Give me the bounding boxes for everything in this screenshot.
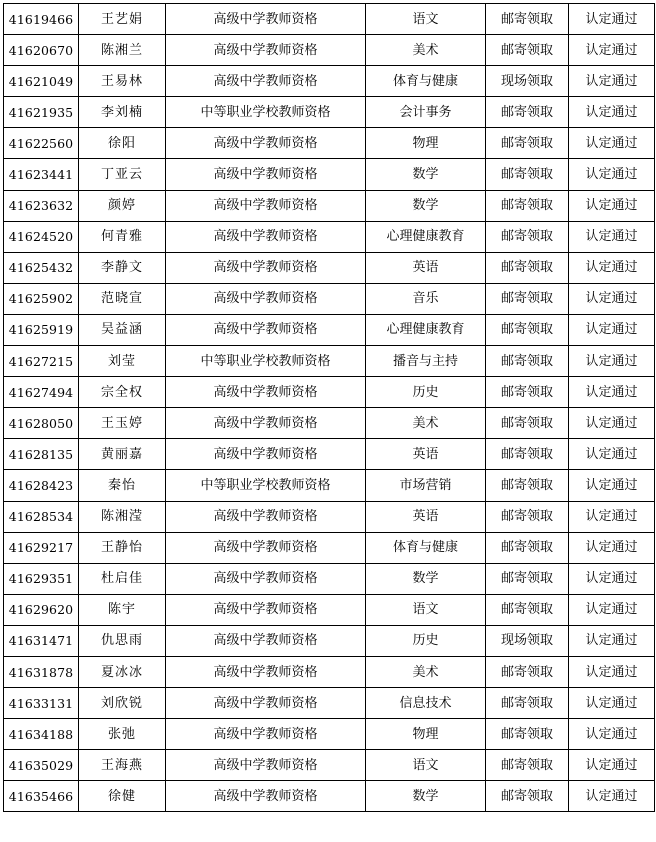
table-row	[4, 283, 655, 314]
pickup-method-cell: 邮寄领取	[486, 283, 569, 314]
serial-number-cell: 41633131	[4, 688, 79, 719]
pickup-method-cell: 邮寄领取	[486, 190, 569, 221]
table-row	[4, 625, 655, 656]
name-cell: 何青雅	[79, 221, 166, 252]
name-cell: 夏冰冰	[79, 656, 166, 687]
table-row	[4, 159, 655, 190]
pickup-method-cell: 邮寄领取	[486, 781, 569, 812]
pickup-method-cell: 邮寄领取	[486, 408, 569, 439]
pickup-method-cell: 邮寄领取	[486, 35, 569, 66]
pickup-method-cell: 邮寄领取	[486, 252, 569, 283]
subject-cell: 美术	[366, 35, 486, 66]
serial-number-cell: 41628135	[4, 439, 79, 470]
subject-cell: 美术	[366, 408, 486, 439]
serial-number-cell: 41619466	[4, 4, 79, 35]
name-cell: 秦怡	[79, 470, 166, 501]
table-row	[4, 781, 655, 812]
table-row	[4, 252, 655, 283]
status-cell: 认定通过	[569, 439, 655, 470]
subject-cell: 英语	[366, 501, 486, 532]
status-cell: 认定通过	[569, 781, 655, 812]
status-cell: 认定通过	[569, 35, 655, 66]
subject-cell: 物理	[366, 719, 486, 750]
status-cell: 认定通过	[569, 346, 655, 377]
qualification-type-cell: 中等职业学校教师资格	[166, 97, 366, 128]
qualification-type-cell: 高级中学教师资格	[166, 563, 366, 594]
pickup-method-cell: 邮寄领取	[486, 688, 569, 719]
status-cell: 认定通过	[569, 688, 655, 719]
qualification-type-cell: 高级中学教师资格	[166, 408, 366, 439]
pickup-method-cell: 邮寄领取	[486, 750, 569, 781]
table-row	[4, 750, 655, 781]
status-cell: 认定通过	[569, 408, 655, 439]
subject-cell: 会计事务	[366, 97, 486, 128]
pickup-method-cell: 邮寄领取	[486, 656, 569, 687]
subject-cell: 数学	[366, 563, 486, 594]
serial-number-cell: 41627215	[4, 346, 79, 377]
qualification-type-cell: 高级中学教师资格	[166, 4, 366, 35]
serial-number-cell: 41629217	[4, 532, 79, 563]
status-cell: 认定通过	[569, 501, 655, 532]
table-row	[4, 532, 655, 563]
pickup-method-cell: 邮寄领取	[486, 4, 569, 35]
subject-cell: 物理	[366, 128, 486, 159]
serial-number-cell: 41623632	[4, 190, 79, 221]
serial-number-cell: 41631471	[4, 625, 79, 656]
serial-number-cell: 41625919	[4, 314, 79, 345]
serial-number-cell: 41634188	[4, 719, 79, 750]
serial-number-cell: 41627494	[4, 377, 79, 408]
serial-number-cell: 41629620	[4, 594, 79, 625]
serial-number-cell: 41625902	[4, 283, 79, 314]
qualification-type-cell: 高级中学教师资格	[166, 656, 366, 687]
serial-number-cell: 41628050	[4, 408, 79, 439]
table-row	[4, 97, 655, 128]
serial-number-cell: 41621049	[4, 66, 79, 97]
status-cell: 认定通过	[569, 594, 655, 625]
status-cell: 认定通过	[569, 190, 655, 221]
pickup-method-cell: 现场领取	[486, 66, 569, 97]
table-row	[4, 66, 655, 97]
name-cell: 王玉婷	[79, 408, 166, 439]
serial-number-cell: 41620670	[4, 35, 79, 66]
name-cell: 范晓宣	[79, 283, 166, 314]
table-row	[4, 408, 655, 439]
table-row	[4, 346, 655, 377]
status-cell: 认定通过	[569, 66, 655, 97]
pickup-method-cell: 邮寄领取	[486, 439, 569, 470]
subject-cell: 信息技术	[366, 688, 486, 719]
subject-cell: 历史	[366, 625, 486, 656]
status-cell: 认定通过	[569, 252, 655, 283]
name-cell: 刘欣锐	[79, 688, 166, 719]
pickup-method-cell: 邮寄领取	[486, 128, 569, 159]
subject-cell: 市场营销	[366, 470, 486, 501]
serial-number-cell: 41628423	[4, 470, 79, 501]
qualification-type-cell: 高级中学教师资格	[166, 750, 366, 781]
qualification-type-cell: 高级中学教师资格	[166, 501, 366, 532]
name-cell: 宗全权	[79, 377, 166, 408]
qualification-type-cell: 高级中学教师资格	[166, 159, 366, 190]
pickup-method-cell: 邮寄领取	[486, 314, 569, 345]
qualification-type-cell: 高级中学教师资格	[166, 252, 366, 283]
serial-number-cell: 41635466	[4, 781, 79, 812]
name-cell: 陈宇	[79, 594, 166, 625]
name-cell: 丁亚云	[79, 159, 166, 190]
status-cell: 认定通过	[569, 377, 655, 408]
name-cell: 王静怡	[79, 532, 166, 563]
qualification-type-cell: 高级中学教师资格	[166, 66, 366, 97]
status-cell: 认定通过	[569, 4, 655, 35]
table-row	[4, 377, 655, 408]
status-cell: 认定通过	[569, 719, 655, 750]
qualification-type-cell: 高级中学教师资格	[166, 688, 366, 719]
qualification-type-cell: 高级中学教师资格	[166, 128, 366, 159]
name-cell: 王易林	[79, 66, 166, 97]
qualification-type-cell: 中等职业学校教师资格	[166, 470, 366, 501]
serial-number-cell: 41628534	[4, 501, 79, 532]
status-cell: 认定通过	[569, 283, 655, 314]
qualification-type-cell: 高级中学教师资格	[166, 35, 366, 66]
qualification-type-cell: 高级中学教师资格	[166, 594, 366, 625]
name-cell: 杜启佳	[79, 563, 166, 594]
name-cell: 黄丽嘉	[79, 439, 166, 470]
qualification-type-cell: 高级中学教师资格	[166, 532, 366, 563]
table-row	[4, 470, 655, 501]
serial-number-cell: 41621935	[4, 97, 79, 128]
pickup-method-cell: 邮寄领取	[486, 719, 569, 750]
table-row	[4, 594, 655, 625]
table-row	[4, 656, 655, 687]
subject-cell: 语文	[366, 750, 486, 781]
subject-cell: 数学	[366, 190, 486, 221]
status-cell: 认定通过	[569, 97, 655, 128]
results-table-container	[3, 3, 654, 812]
subject-cell: 心理健康教育	[366, 221, 486, 252]
status-cell: 认定通过	[569, 470, 655, 501]
status-cell: 认定通过	[569, 656, 655, 687]
name-cell: 王海燕	[79, 750, 166, 781]
name-cell: 仇思雨	[79, 625, 166, 656]
name-cell: 刘莹	[79, 346, 166, 377]
status-cell: 认定通过	[569, 750, 655, 781]
results-table-body	[4, 4, 655, 812]
table-row	[4, 35, 655, 66]
name-cell: 颜婷	[79, 190, 166, 221]
status-cell: 认定通过	[569, 159, 655, 190]
name-cell: 陈湘兰	[79, 35, 166, 66]
qualification-type-cell: 中等职业学校教师资格	[166, 346, 366, 377]
serial-number-cell: 41623441	[4, 159, 79, 190]
serial-number-cell: 41625432	[4, 252, 79, 283]
qualification-type-cell: 高级中学教师资格	[166, 190, 366, 221]
pickup-method-cell: 邮寄领取	[486, 470, 569, 501]
qualification-type-cell: 高级中学教师资格	[166, 719, 366, 750]
subject-cell: 音乐	[366, 283, 486, 314]
pickup-method-cell: 邮寄领取	[486, 594, 569, 625]
status-cell: 认定通过	[569, 563, 655, 594]
subject-cell: 数学	[366, 781, 486, 812]
subject-cell: 语文	[366, 4, 486, 35]
status-cell: 认定通过	[569, 128, 655, 159]
subject-cell: 英语	[366, 439, 486, 470]
subject-cell: 美术	[366, 656, 486, 687]
name-cell: 徐健	[79, 781, 166, 812]
subject-cell: 播音与主持	[366, 346, 486, 377]
table-row	[4, 314, 655, 345]
qualification-type-cell: 高级中学教师资格	[166, 781, 366, 812]
status-cell: 认定通过	[569, 625, 655, 656]
table-row	[4, 128, 655, 159]
pickup-method-cell: 邮寄领取	[486, 159, 569, 190]
name-cell: 王艺娟	[79, 4, 166, 35]
qualification-type-cell: 高级中学教师资格	[166, 377, 366, 408]
pickup-method-cell: 现场领取	[486, 625, 569, 656]
name-cell: 徐阳	[79, 128, 166, 159]
qualification-type-cell: 高级中学教师资格	[166, 439, 366, 470]
table-row	[4, 501, 655, 532]
table-row	[4, 221, 655, 252]
serial-number-cell: 41635029	[4, 750, 79, 781]
pickup-method-cell: 邮寄领取	[486, 563, 569, 594]
table-row	[4, 688, 655, 719]
qualification-type-cell: 高级中学教师资格	[166, 283, 366, 314]
qualification-type-cell: 高级中学教师资格	[166, 314, 366, 345]
status-cell: 认定通过	[569, 532, 655, 563]
qualification-type-cell: 高级中学教师资格	[166, 625, 366, 656]
subject-cell: 心理健康教育	[366, 314, 486, 345]
subject-cell: 体育与健康	[366, 532, 486, 563]
name-cell: 陈湘滢	[79, 501, 166, 532]
serial-number-cell: 41622560	[4, 128, 79, 159]
table-row	[4, 439, 655, 470]
table-row	[4, 4, 655, 35]
qualification-type-cell: 高级中学教师资格	[166, 221, 366, 252]
status-cell: 认定通过	[569, 221, 655, 252]
table-row	[4, 190, 655, 221]
name-cell: 吴益涵	[79, 314, 166, 345]
pickup-method-cell: 邮寄领取	[486, 346, 569, 377]
subject-cell: 数学	[366, 159, 486, 190]
pickup-method-cell: 邮寄领取	[486, 532, 569, 563]
serial-number-cell: 41629351	[4, 563, 79, 594]
name-cell: 张弛	[79, 719, 166, 750]
results-table	[3, 3, 655, 812]
serial-number-cell: 41624520	[4, 221, 79, 252]
pickup-method-cell: 邮寄领取	[486, 377, 569, 408]
table-row	[4, 719, 655, 750]
status-cell: 认定通过	[569, 314, 655, 345]
subject-cell: 体育与健康	[366, 66, 486, 97]
pickup-method-cell: 邮寄领取	[486, 221, 569, 252]
subject-cell: 历史	[366, 377, 486, 408]
subject-cell: 英语	[366, 252, 486, 283]
pickup-method-cell: 邮寄领取	[486, 97, 569, 128]
pickup-method-cell: 邮寄领取	[486, 501, 569, 532]
name-cell: 李静文	[79, 252, 166, 283]
name-cell: 李刘楠	[79, 97, 166, 128]
serial-number-cell: 41631878	[4, 656, 79, 687]
table-row	[4, 563, 655, 594]
subject-cell: 语文	[366, 594, 486, 625]
